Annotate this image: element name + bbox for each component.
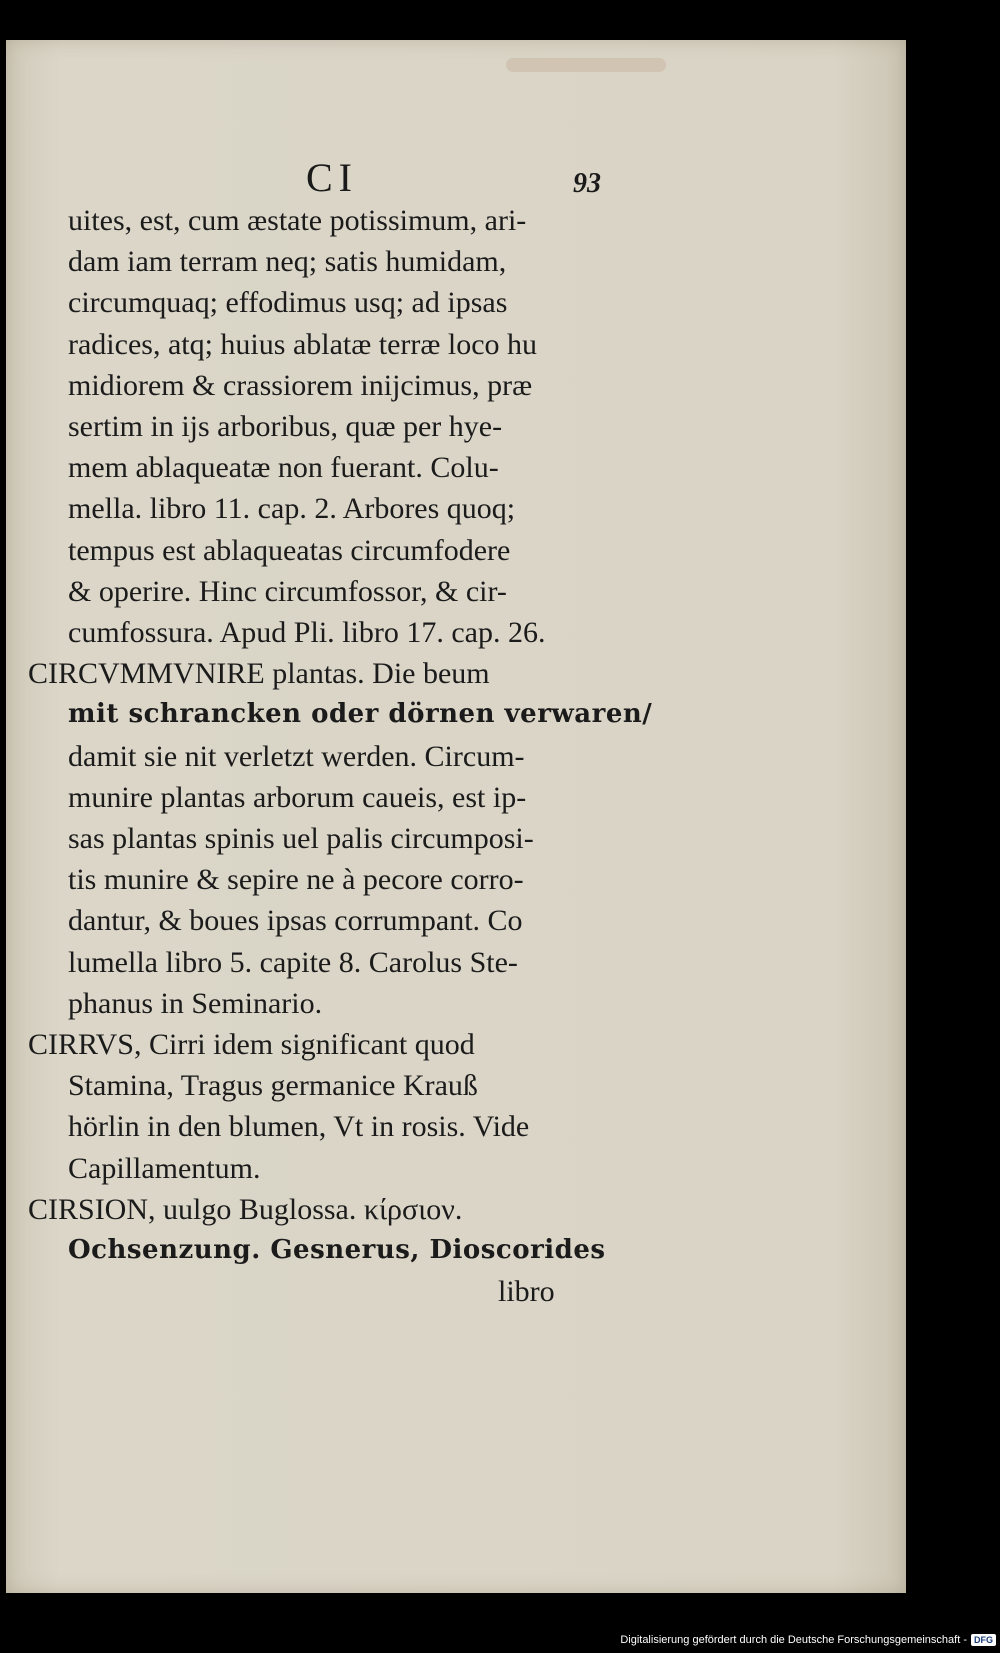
text-line: dam iam terram neq; satis humidam, (68, 245, 507, 279)
book-page (6, 40, 906, 1593)
paper-stain (506, 58, 666, 72)
catchword: libro (498, 1275, 555, 1309)
text-line: midiorem & crassiorem inijcimus, præ (68, 368, 533, 402)
running-head: CI (306, 155, 358, 200)
german-line: mit schrancken oder dörnen verwaren/ (68, 699, 653, 730)
text-line: radices, atq; huius ablatæ terræ loco hu (68, 327, 538, 361)
german-line: Ochsenzung. Gesnerus, Dioscorides (68, 1235, 606, 1266)
footer-credit: Digitalisierung gefördert durch die Deutsche Forschungsgemeinschaft - (620, 1634, 967, 1646)
text-line: mella. libro 11. cap. 2. Arbores quoq; (68, 492, 516, 526)
text-line: & operire. Hinc circumfossor, & cir- (68, 574, 507, 608)
text-line: Capillamentum. (68, 1151, 261, 1185)
text-line: damit sie nit verletzt werden. Circum- (68, 739, 525, 773)
text-line: Stamina, Tragus germanice Krauß (68, 1069, 478, 1103)
text-line: munire plantas arborum caueis, est ip- (68, 780, 527, 814)
text-line: mem ablaqueatæ non fuerant. Colu- (68, 451, 499, 485)
text-line: uites, est, cum æstate potissimum, ari- (68, 204, 527, 237)
text-line: tis munire & sepire ne à pecore corro- (68, 863, 524, 897)
text-line: sas plantas spinis uel palis circumposi- (68, 822, 534, 856)
entry-heading-line: CIRCVMMVNIRE plantas. Die beum (28, 657, 490, 691)
text-line: sertim in ijs arboribus, quæ per hye- (68, 410, 503, 444)
text-line: cumfossura. Apud Pli. libro 17. cap. 26. (68, 616, 546, 650)
page-number: 93 (573, 168, 601, 199)
main-text (28, 200, 688, 1312)
text-line: tempus est ablaqueatas circumfodere (68, 533, 511, 567)
entry-heading-line: CIRRVS, Cirri idem significant quod (28, 1028, 475, 1062)
text-line: circumquaq; effodimus usq; ad ipsas (68, 286, 508, 320)
text-line: hörlin in den blumen, Vt in rosis. Vide (68, 1110, 530, 1144)
dfg-logo-icon: DFG (971, 1634, 996, 1646)
text-line: phanus in Seminario. (68, 986, 323, 1020)
text-line: lumella libro 5. capite 8. Carolus Ste- (68, 945, 518, 979)
entry-heading-line: CIRSION, uulgo Buglossa. κίρσιον. (28, 1192, 463, 1226)
text-line: dantur, & boues ipsas corrumpant. Co (68, 904, 523, 938)
footer (620, 1631, 996, 1649)
